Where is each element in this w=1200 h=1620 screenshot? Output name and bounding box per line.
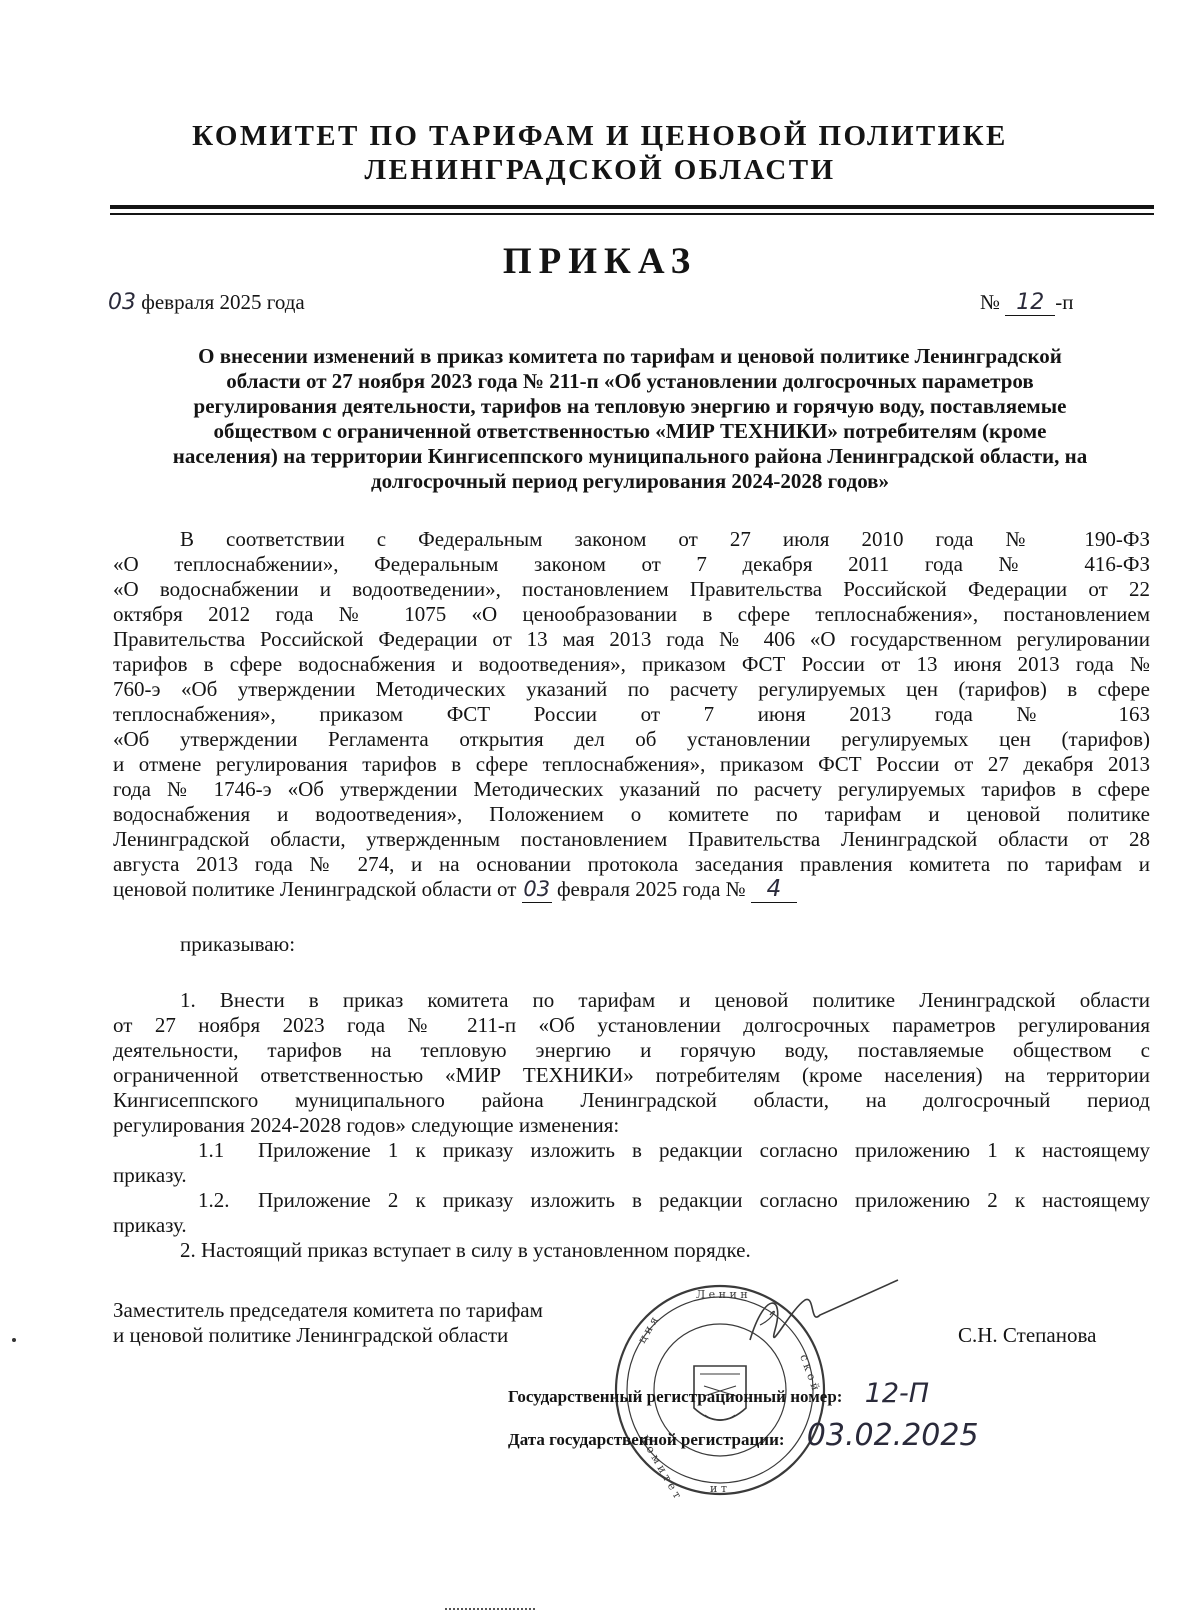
item1-line: ограниченной ответственностью «МИР ТЕХНИКИ» потребителям (кроме населения) на территории	[113, 1063, 1150, 1087]
protocol-day: 03	[523, 877, 551, 901]
preamble-line: и отмене регулирования тарифов в сфере теплоснабжения», приказом ФСТ России от 27 декабря 2013	[113, 752, 1150, 776]
preamble-line: водоснабжения и водоотведения», Положением о комитете по тарифам и ценовой политике	[113, 802, 1150, 826]
item1-line: 1. Внести в приказ комитета по тарифам и ценовой политике Ленинградской области	[180, 988, 1150, 1012]
preamble-line: года № 1746-э «Об утверждении Методических указаний по расчету регулируемых тарифов в сфере	[113, 777, 1150, 801]
subject-line: обществом с ограниченной ответственностью «МИР ТЕХНИКИ» потребителям (кроме	[213, 419, 1047, 443]
order-date	[108, 290, 305, 315]
item2-text: 2. Настоящий приказ вступает в силу в установленном порядке.	[180, 1238, 751, 1262]
registration-number-row	[508, 1378, 929, 1409]
order-word: приказываю:	[180, 932, 296, 956]
order-number-prefix: №	[980, 290, 1001, 314]
subject-line: О внесении изменений в приказ комитета по тарифам и ценовой политике Ленинградской	[198, 344, 1062, 368]
item1-line: регулирования 2024-2028 годов» следующие изменения:	[113, 1113, 620, 1137]
order-number-value: 12	[1005, 290, 1055, 316]
item1-line: от 27 ноября 2023 года № 211-п «Об установлении долгосрочных параметров регулирования	[113, 1013, 1150, 1037]
item1-line: Кингисеппского муниципального района Ленинградской области, на долгосрочный период	[113, 1088, 1150, 1112]
header-rule-thin	[110, 213, 1154, 215]
signer-position-line2: и ценовой политике Ленинградской области	[113, 1323, 509, 1347]
svg-text:и т: и т	[710, 1482, 727, 1495]
preamble-line: теплоснабжения», приказом ФСТ России от 7 июня 2013 года № 163	[113, 702, 1150, 726]
signer-position-line1: Заместитель председателя комитета по тарифам	[113, 1298, 543, 1322]
preamble-line: «О водоснабжении и водоотведении», постановлением Правительства Российской Федерации от 22	[113, 577, 1150, 601]
preamble-last-mid: февраля 2025 года №	[556, 877, 746, 901]
preamble-line: «Об утверждении Регламента открытия дел об установлении регулируемых цен (тарифов)	[113, 727, 1150, 751]
registration-number-value: 12-П	[864, 1378, 930, 1409]
scan-edge-mark	[445, 1608, 535, 1612]
preamble-line: Правительства Российской Федерации от 13 мая 2013 года № 406 «О государственном регулировании	[113, 627, 1150, 651]
preamble-line: тарифов в сфере водоснабжения и водоотведения», приказом ФСТ России от 13 июня 2013 года №	[113, 652, 1150, 676]
header-rule-thick	[110, 205, 1154, 209]
order-date-rest: февраля 2025 года	[141, 290, 305, 314]
registration-date-label: Дата государственной регистрации:	[508, 1430, 785, 1449]
subitem-2-number: 1.2.	[198, 1188, 230, 1212]
svg-text:ц и я: ц и я	[635, 1314, 661, 1346]
preamble-line: В соответствии с Федеральным законом от 27 июля 2010 года № 190-ФЗ	[180, 527, 1150, 551]
svg-text:Л е н и н: Л е н и н	[696, 1288, 748, 1301]
preamble-line: «О теплоснабжении», Федеральным законом от 7 декабря 2011 года № 416-ФЗ	[113, 552, 1150, 576]
subject-line: регулирования деятельности, тарифов на тепловую энергию и горячую воду, поставляемые	[193, 394, 1067, 418]
subject-line: населения) на территории Кингисеппского муниципального района Ленинградской области, на	[172, 444, 1088, 468]
preamble-line: октября 2012 года № 1075 «О ценообразовании в сфере теплоснабжения», постановлением	[113, 602, 1150, 626]
committee-name-line2: ЛЕНИНГРАДСКОЙ ОБЛАСТИ	[364, 154, 836, 186]
subitem-1-text: Приложение 1 к приказу изложить в редакции согласно приложению 1 к настоящему	[258, 1138, 1150, 1162]
signer-name: С.Н. Степанова	[958, 1323, 1097, 1347]
order-number	[980, 290, 1074, 316]
svg-text:с к о й: с к о й	[797, 1352, 823, 1393]
protocol-number: 4	[751, 877, 797, 903]
subitem-2-text: Приложение 2 к приказу изложить в редакции согласно приложению 2 к настоящему	[258, 1188, 1150, 1212]
order-number-suffix: -п	[1055, 290, 1074, 314]
document-type-title: ПРИКАЗ	[502, 241, 698, 282]
subitem-1-tail: приказу.	[113, 1163, 187, 1187]
subject-line: области от 27 ноября 2023 года № 211-п «Об установлении долгосрочных параметров	[226, 369, 1034, 393]
svg-text:К о м и т е т: К о м и т е т	[637, 1433, 685, 1501]
registration-date-value: 03.02.2025	[806, 1418, 979, 1453]
preamble-line: 760-э «Об утверждении Методических указаний по расчету регулируемых цен (тарифов) в сфере	[113, 677, 1150, 701]
registration-number-label: Государственный регистрационный номер:	[508, 1387, 843, 1406]
preamble-last-line	[113, 877, 1150, 903]
item1-line: деятельности, тарифов на тепловую энергию и горячую воду, поставляемые обществом с	[113, 1038, 1150, 1062]
preamble-last-text: ценовой политике Ленинградской области от	[113, 877, 517, 901]
order-date-day: 03	[108, 290, 136, 315]
subitem-2-tail: приказу.	[113, 1213, 187, 1237]
committee-name-line1: КОМИТЕТ ПО ТАРИФАМ И ЦЕНОВОЙ ПОЛИТИКЕ	[192, 120, 1008, 152]
scan-speck	[12, 1338, 16, 1342]
registration-date-row	[508, 1418, 979, 1453]
subject-line: долгосрочный период регулирования 2024-2028 годов»	[370, 469, 890, 493]
subitem-1-number: 1.1	[198, 1138, 225, 1162]
preamble-line: Ленинградской области, утвержденным постановлением Правительства Ленинградской области от 28	[113, 827, 1150, 851]
preamble-line: августа 2013 года № 274, и на основании протокола заседания правления комитета по тарифам и	[113, 852, 1150, 876]
